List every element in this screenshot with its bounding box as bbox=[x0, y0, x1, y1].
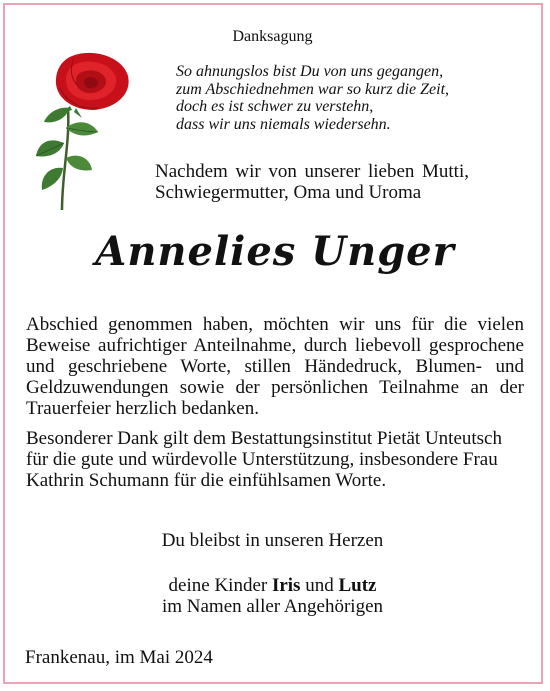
signature-line-2: im Namen aller Angehörigen bbox=[161, 596, 384, 617]
thanks-paragraph: Abschied genommen haben, möchten wir uns für die vielen Beweise aufrichtiger Anteilnahme, durch liebevoll gesprochene und geschriebene Worte, stillen Händedruck, Blumen- und Geldzuwendungen sowie der persönlichen Teilnahme an der Trauerfeier herzlich bedanken. bbox=[26, 314, 524, 419]
poem-line: So ahnungslos bist Du von uns gegangen, bbox=[176, 63, 444, 80]
poem bbox=[176, 63, 506, 133]
intro-text: Nachdem wir von unserer lieben Mutti, Schwiegermutter, Oma und Uroma bbox=[155, 161, 469, 203]
signature-connector: und bbox=[300, 575, 339, 596]
closing-line: Du bleibst in unseren Herzen bbox=[161, 530, 384, 551]
red-rose-icon bbox=[30, 48, 140, 213]
special-thanks-paragraph: Besonderer Dank gilt dem Bestattungsinstitut Pietät Unteutsch für die gute und würdevolle Unterstützung, insbesondere Frau Kathrin Schumann für die einfühlsamen Worte. bbox=[26, 428, 502, 491]
signature-name-lutz: Lutz bbox=[338, 575, 377, 596]
poem-line: doch es ist schwer zu verstehn, bbox=[176, 98, 374, 115]
place-date: Frankenau, im Mai 2024 bbox=[25, 647, 213, 668]
poem-line: dass wir uns niemals wiedersehn. bbox=[176, 115, 391, 133]
notice-heading: Danksagung bbox=[232, 28, 313, 45]
poem-line: zum Abschiednehmen war so kurz die Zeit, bbox=[176, 80, 450, 98]
signature-line bbox=[0, 575, 545, 596]
signature-prefix: deine Kinder bbox=[168, 575, 272, 596]
signature-name-iris: Iris bbox=[271, 575, 301, 596]
deceased-name: Annelies Unger bbox=[95, 228, 455, 275]
